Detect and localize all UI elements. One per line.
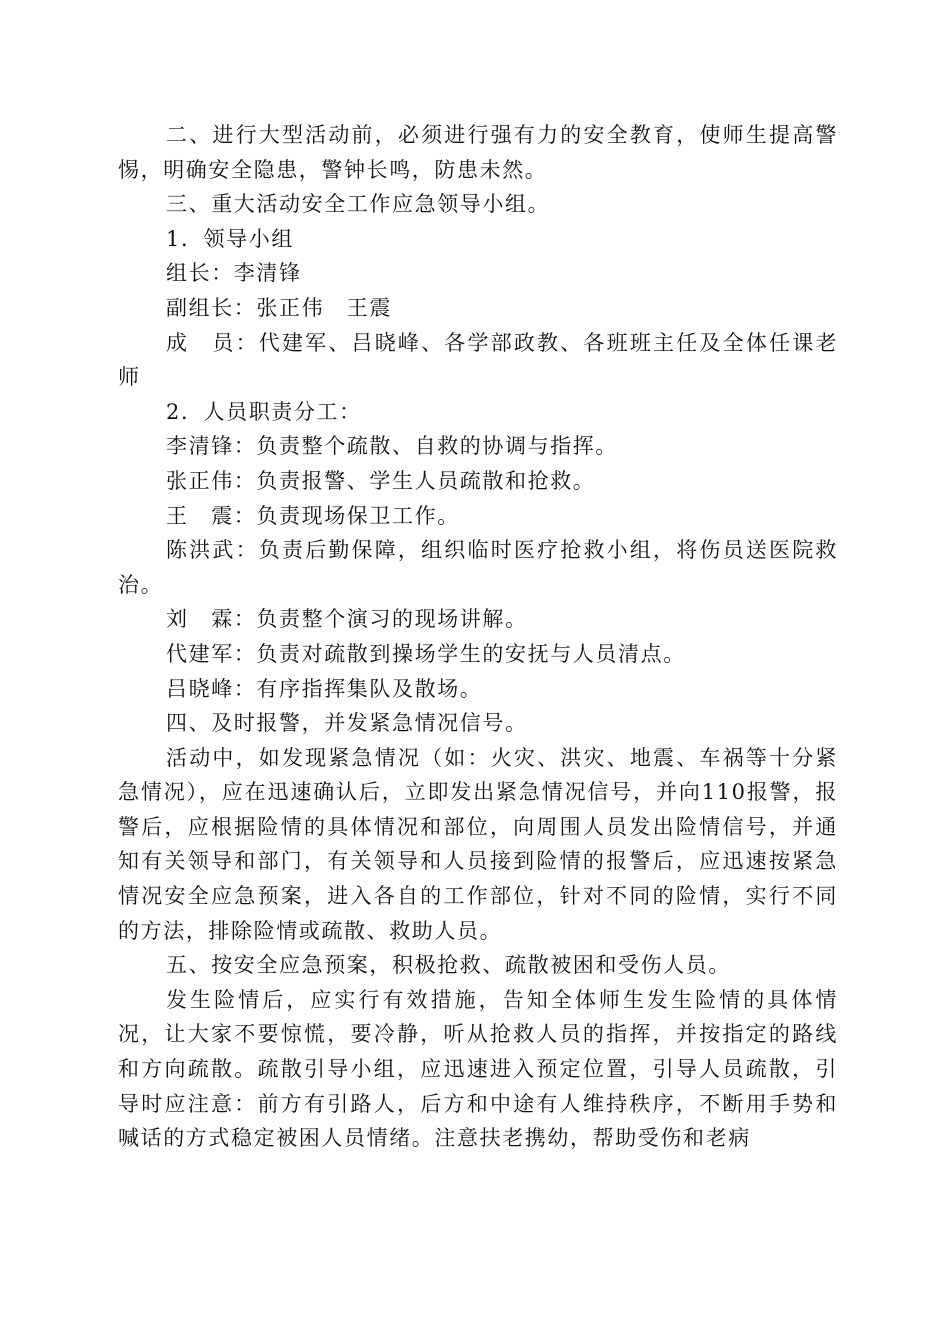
heading-emergency-leadership-group: 三、重大活动安全工作应急领导小组。 [166,192,551,217]
duty-liu-lin: 刘 霖：负责整个演习的现场讲解。 [166,607,528,632]
subheading-leadership-group: 1．领导小组 [166,226,294,251]
heading-alarm-signal: 四、及时报警，并发紧急情况信号。 [166,711,528,736]
group-members: 成 员：代建军、吕晓峰、各学部政教、各班班主任及全体任课老师 [118,330,838,390]
duty-dai-jianjun: 代建军：负责对疏散到操场学生的安抚与人员清点。 [166,641,686,666]
document-body [118,118,838,1156]
duty-chen-hongwu: 陈洪武：负责后勤保障，组织临时医疗抢救小组，将伤员送医院救治。 [118,538,838,597]
duty-lv-xiaofeng: 吕晓峰：有序指挥集队及散场。 [166,676,483,701]
duty-wang-zhen: 王 震：负责现场保卫工作。 [166,503,460,528]
deputy-group-leader: 副组长：张正伟 王震 [166,295,392,320]
paragraph-evacuation-procedure: 发生险情后，应实行有效措施，告知全体师生发生险情的具体情况，让大家不要惊慌，要冷静，听从抢救人员的指挥，并按指定的路线和方向疏散。疏散引导小组，应迅速进入预定位置，引导人员疏散，引导时应注意：前方有引路人，后方和中途有人维持秩序，不断用手势和喊话的方式稳定被困人员情绪。注意扶老携幼，帮助受伤和老病 [118,987,838,1151]
paragraph-safety-education: 二、进行大型活动前，必须进行强有力的安全教育，使师生提高警惕，明确安全隐患，警钟长鸣，防患未然。 [118,123,838,182]
group-leader: 组长：李清锋 [166,261,302,286]
duty-li-qingfeng: 李清锋：负责整个疏散、自救的协调与指挥。 [166,434,618,459]
subheading-responsibilities: 2．人员职责分工： [166,399,362,424]
duty-zhang-zhengwei: 张正伟：负责报警、学生人员疏散和抢救。 [166,468,596,493]
paragraph-alarm-procedure: 活动中，如发现紧急情况（如：火灾、洪灾、地震、车祸等十分紧急情况），应在迅速确认后，立即发出紧急情况信号，并向110报警，报警后，应根据险情的具体情况和部位，向周围人员发出险情信号，并通知有关领导和部门，有关领导和人员接到险情的报警后，应迅速按紧急情况安全应急预案，进入各自的工作部位，针对不同的险情，实行不同的方法，排除险情或疏散、救助人员。 [118,745,838,943]
heading-rescue-evacuation: 五、按安全应急预案，积极抢救、疏散被困和受伤人员。 [166,953,731,978]
